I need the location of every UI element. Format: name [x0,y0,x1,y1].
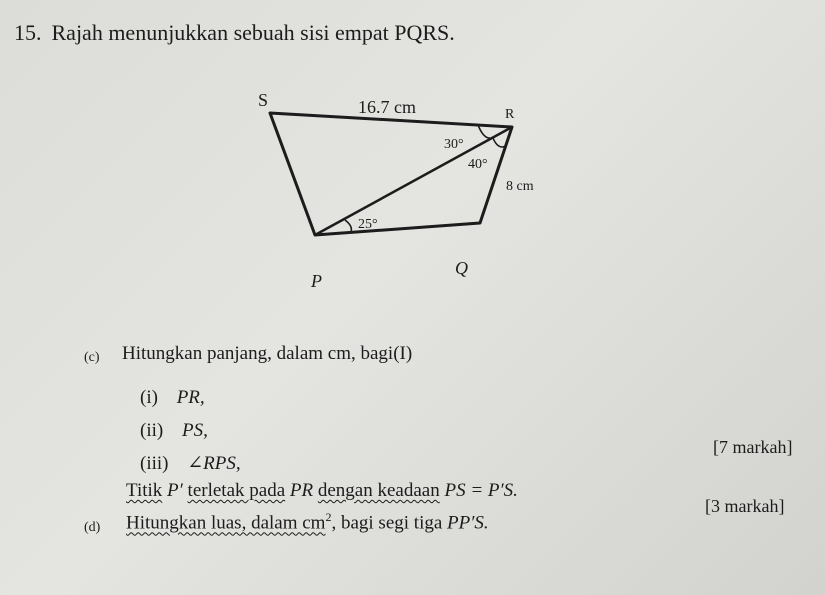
vertex-label-q: Q [455,258,468,278]
side-label-sr: 16.7 cm [358,97,416,117]
part-d-line-2 [126,510,489,534]
part-c-instruction-text: Hitungkan panjang, dalam cm, bagi(I) [122,343,413,364]
item-iii-label: (iii) [140,453,169,474]
part-d-line1-a: Titik [126,480,163,501]
item-i-label: (i) [140,387,158,408]
quadrilateral-diagram [240,80,570,300]
part-d-line1-b: P′ [167,480,183,501]
part-d-line2-c: PP′S. [447,512,489,534]
part-c-instruction [122,343,412,365]
question-heading [14,20,455,46]
part-c-letter: (c) [84,350,100,365]
part-d-line2-b: , bagi segi tiga [331,512,443,534]
part-c-item-i [140,387,205,409]
angle-label-srp: 30° [444,137,464,152]
side-label-rq: 8 cm [506,179,534,194]
part-d-line2-sup: 2 [325,510,332,524]
question-prompt: Rajah menunjukkan sebuah sisi empat PQRS. [51,20,455,45]
part-d-line2-a: Hitungkan luas, dalam cm [126,512,326,534]
part-c-item-iii [140,452,241,475]
item-ii-label: (ii) [140,420,164,441]
part-c-item-ii [140,420,208,442]
part-d-line-1 [126,480,518,502]
angle-arc-spr [345,220,351,232]
angle-label-spr: 25° [358,217,378,232]
part-d-line1-f: PS = P′S. [444,480,518,501]
item-ii-text: PS, [181,420,208,441]
part-d-line1-e: dengan keadaan [317,480,440,501]
part-d-letter: (d) [84,520,101,535]
angle-arc-prq [493,138,506,147]
vertex-label-s: S [258,90,269,110]
part-d-line1-d: PR [289,480,314,501]
part-d-line1-c: terletak pada [187,480,286,501]
quadrilateral-svg [240,80,570,300]
question-number: 15. [14,20,42,45]
vertex-label-r: R [505,107,515,122]
quadrilateral-outline [270,113,512,235]
part-c-marks: [7 markah] [713,437,793,457]
item-i-text: PR, [176,387,205,408]
vertex-label-p: P [311,271,322,291]
angle-label-prq: 40° [468,157,488,172]
part-d-marks: [3 markah] [705,496,785,516]
item-iii-text: ∠RPS, [187,453,241,474]
